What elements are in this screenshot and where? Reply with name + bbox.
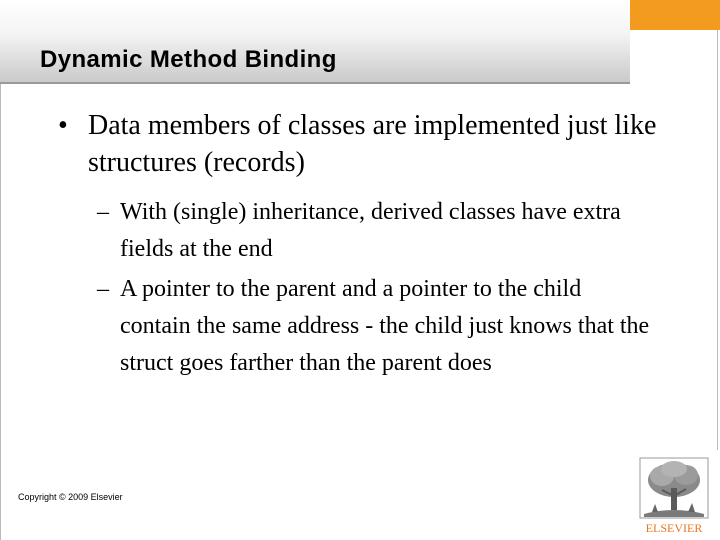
sub-bullet-item	[97, 271, 657, 382]
sub-bullet-mark: –	[97, 276, 109, 302]
logo-text: ELSEVIER	[645, 521, 703, 535]
bullet-text: Data members of classes are implemented just like structures (records)	[88, 110, 657, 178]
bullet-mark: •	[58, 110, 68, 141]
slide-title: Dynamic Method Binding	[40, 46, 337, 73]
sub-bullet-text: A pointer to the parent and a pointer to the child contain the same address - the child just knows that the struct goes farther than the parent does	[120, 276, 650, 376]
bullet-item	[58, 107, 658, 181]
copyright-text: Copyright © 2009 Elsevier	[18, 492, 123, 502]
right-divider	[717, 30, 718, 450]
sub-bullet-text: With (single) inheritance, derived classes have extra fields at the end	[120, 199, 621, 262]
sub-bullet-mark: –	[97, 199, 109, 225]
left-divider	[0, 84, 1, 540]
sub-bullet-item	[97, 194, 657, 268]
orange-accent-bar	[630, 0, 720, 30]
elsevier-tree-icon	[640, 458, 708, 518]
elsevier-logo	[638, 456, 710, 540]
